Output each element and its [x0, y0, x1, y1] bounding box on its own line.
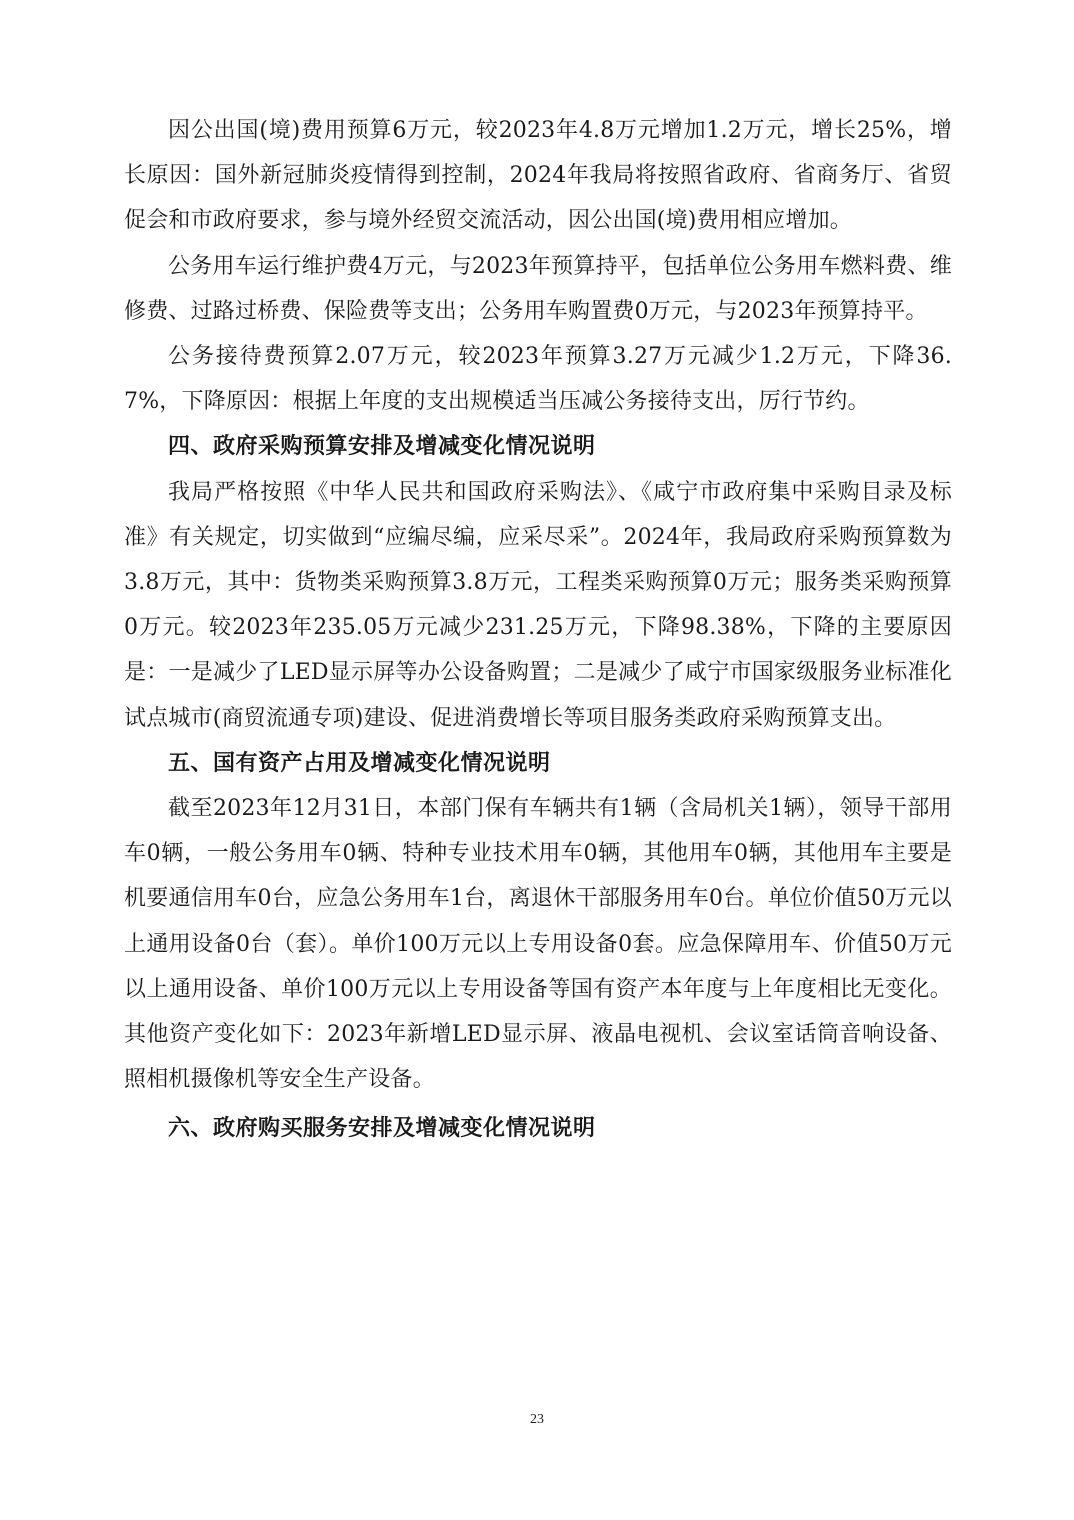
- paragraph-reception-costs: 公务接待费预算2.07万元，较2023年预算3.27万元减少1.2万元，下降36.7%，下降原因：根据上年度的支出规模适当压减公务接待支出，厉行节约。: [124, 344, 952, 415]
- document-body: [124, 108, 952, 1152]
- paragraph-overseas-travel: 因公出国(境)费用预算6万元，较2023年4.8万元增加1.2万元，增长25%，增长原因：国外新冠肺炎疫情得到控制，2024年我局将按照省政府、省商务厅、省贸促会和市政府要求，参与境外经贸交流活动，因公出国(境)费用相应增加。: [124, 118, 952, 234]
- paragraph-state-assets: 截至2023年12月31日，本部门保有车辆共有1辆（含局机关1辆），领导干部用车0辆，一般公务用车0辆、特种专业技术用车0辆，其他用车0辆，其他用车主要是机要通信用车0台，应急公务用车1台，离退休干部服务用车0台。单位价值50万元以上通用设备0台（套）。单价100万元以上专用设备0套。应急保障用车、价值50万元以上通用设备、单价100万元以上专用设备等国有资产本年度与上年度相比无变化。其他资产变化如下：2023年新增LED显示屏、液晶电视机、会议室话筒音响设备、照相机摄像机等安全生产设备。: [124, 796, 952, 1093]
- paragraph-procurement: 我局严格按照《中华人民共和国政府采购法》、《咸宁市政府集中采购目录及标准》有关规定，切实做到“应编尽编，应采尽采”。2024年，我局政府采购预算数为3.8万元，其中：货物类采购预算3.8万元，工程类采购预算0万元；服务类采购预算0万元。较2023年235.05万元减少231.25万元，下降98.38%，下降的主要原因是：一是减少了LED显示屏等办公设备购置；二是减少了咸宁市国家级服务业标准化试点城市(商贸流通专项)建设、促进消费增长等项目服务类政府采购预算支出。: [124, 479, 952, 731]
- section-heading-6: 六、政府购买服务安排及增减变化情况说明: [168, 1116, 596, 1142]
- section-heading-5: 五、国有资产占用及增减变化情况说明: [168, 750, 551, 776]
- paragraph-vehicle-costs: 公务用车运行维护费4万元，与2023年预算持平，包括单位公务用车燃料费、维修费、过路过桥费、保险费等支出；公务用车购置费0万元，与2023年预算持平。: [124, 253, 952, 324]
- page-number: 23: [530, 1412, 544, 1427]
- section-heading-4: 四、政府采购预算安排及增减变化情况说明: [168, 434, 596, 460]
